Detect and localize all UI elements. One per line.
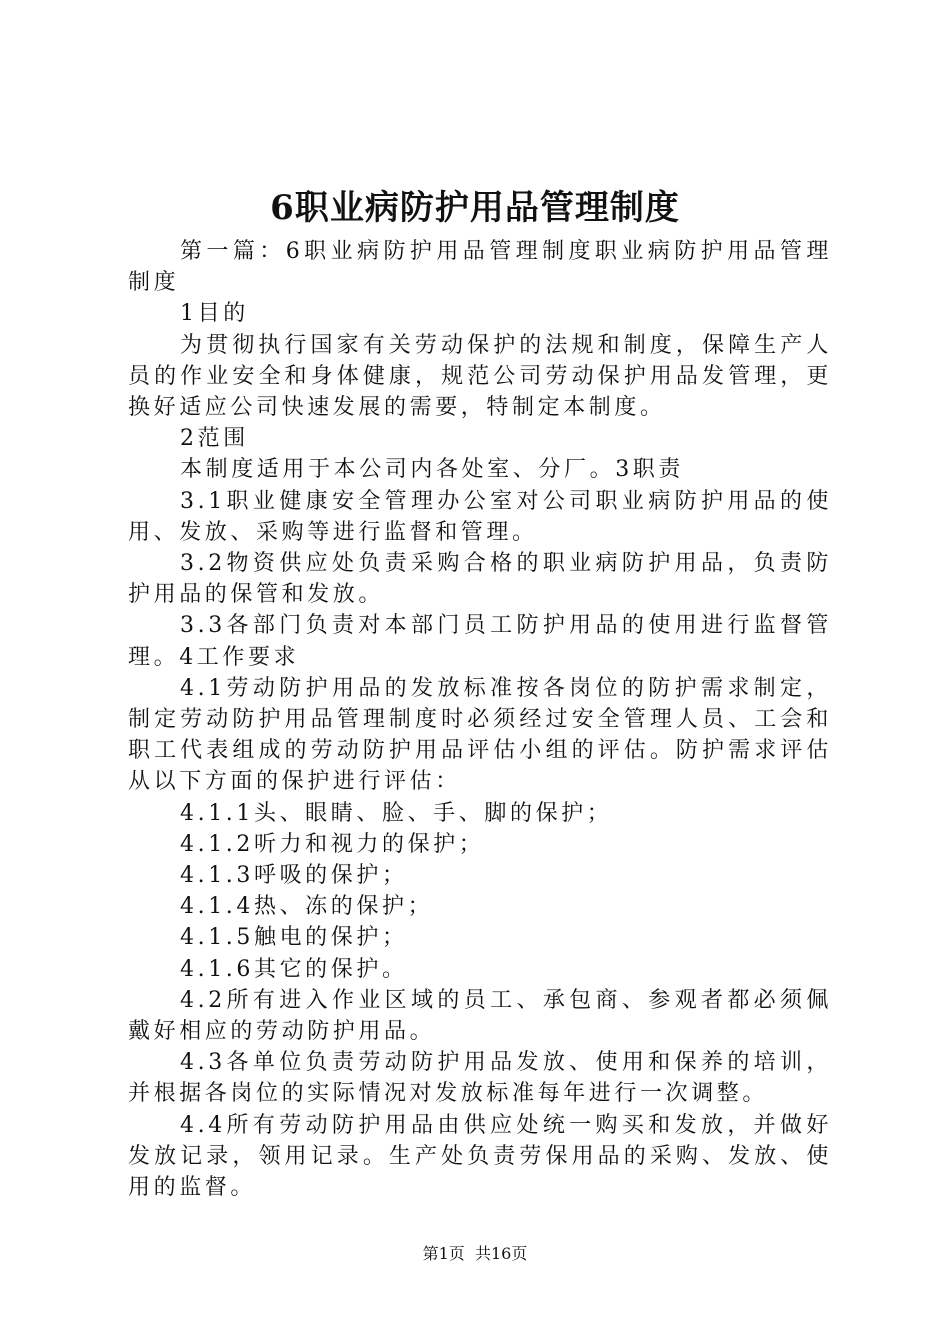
paragraph: 4.2所有进入作业区域的员工、承包商、参观者都必须佩戴好相应的劳动防护用品。 bbox=[128, 987, 832, 1045]
paragraph: 3.3各部门负责对本部门员工防护用品的使用进行监督管理。4工作要求 bbox=[128, 613, 832, 670]
paragraph: 第一篇：6职业病防护用品管理制度职业病防护用品管理制度 bbox=[128, 239, 832, 296]
paragraph: 3.1职业健康安全管理办公室对公司职业病防护用品的使用、发放、采购等进行监督和管理。 bbox=[128, 488, 832, 545]
paragraph: 4.1.5触电的保护； bbox=[180, 925, 408, 951]
document-title: 6职业病防护用品管理制度 bbox=[270, 188, 680, 228]
paragraph: 为贯彻执行国家有关劳动保护的法规和制度，保障生产人员的作业安全和身体健康，规范公司劳动保护用品发管理，更换好适应公司快速发展的需要，特制定本制度。 bbox=[128, 332, 832, 421]
page-total: 共16页 bbox=[474, 1244, 528, 1263]
paragraph: 本制度适用于本公司内各处室、分厂。3职责 bbox=[180, 457, 684, 483]
paragraph: 2范围 bbox=[180, 426, 249, 452]
paragraph: 4.1.4热、冻的保护； bbox=[180, 894, 434, 920]
paragraph: 4.1劳动防护用品的发放标准按各岗位的防护需求制定，制定劳动防护用品管理制度时必须经过安全管理人员、工会和职工代表组成的劳动防护用品评估小组的评估。防护需求评估从以下方面的保护进行评估： bbox=[128, 675, 832, 795]
paragraph: 3.2物资供应处负责采购合格的职业病防护用品，负责防护用品的保管和发放。 bbox=[128, 551, 832, 608]
page-footer bbox=[0, 1243, 950, 1265]
paragraph: 4.3各单位负责劳动防护用品发放、使用和保养的培训，并根据各岗位的实际情况对发放标准每年进行一次调整。 bbox=[128, 1050, 832, 1107]
document-body bbox=[128, 236, 832, 1203]
paragraph: 4.4所有劳动防护用品由供应处统一购买和发放，并做好发放记录，领用记录。生产处负责劳保用品的采购、发放、使用的监督。 bbox=[128, 1112, 832, 1201]
paragraph: 4.1.3呼吸的保护； bbox=[180, 863, 408, 889]
footer-gap bbox=[465, 1244, 475, 1263]
page-number: 第1页 bbox=[422, 1244, 465, 1263]
paragraph: 1目的 bbox=[180, 301, 249, 327]
paragraph: 4.1.1头、眼睛、脸、手、脚的保护； bbox=[180, 800, 613, 826]
paragraph: 4.1.6其它的保护。 bbox=[180, 956, 408, 982]
paragraph: 4.1.2听力和视力的保护； bbox=[180, 831, 485, 857]
